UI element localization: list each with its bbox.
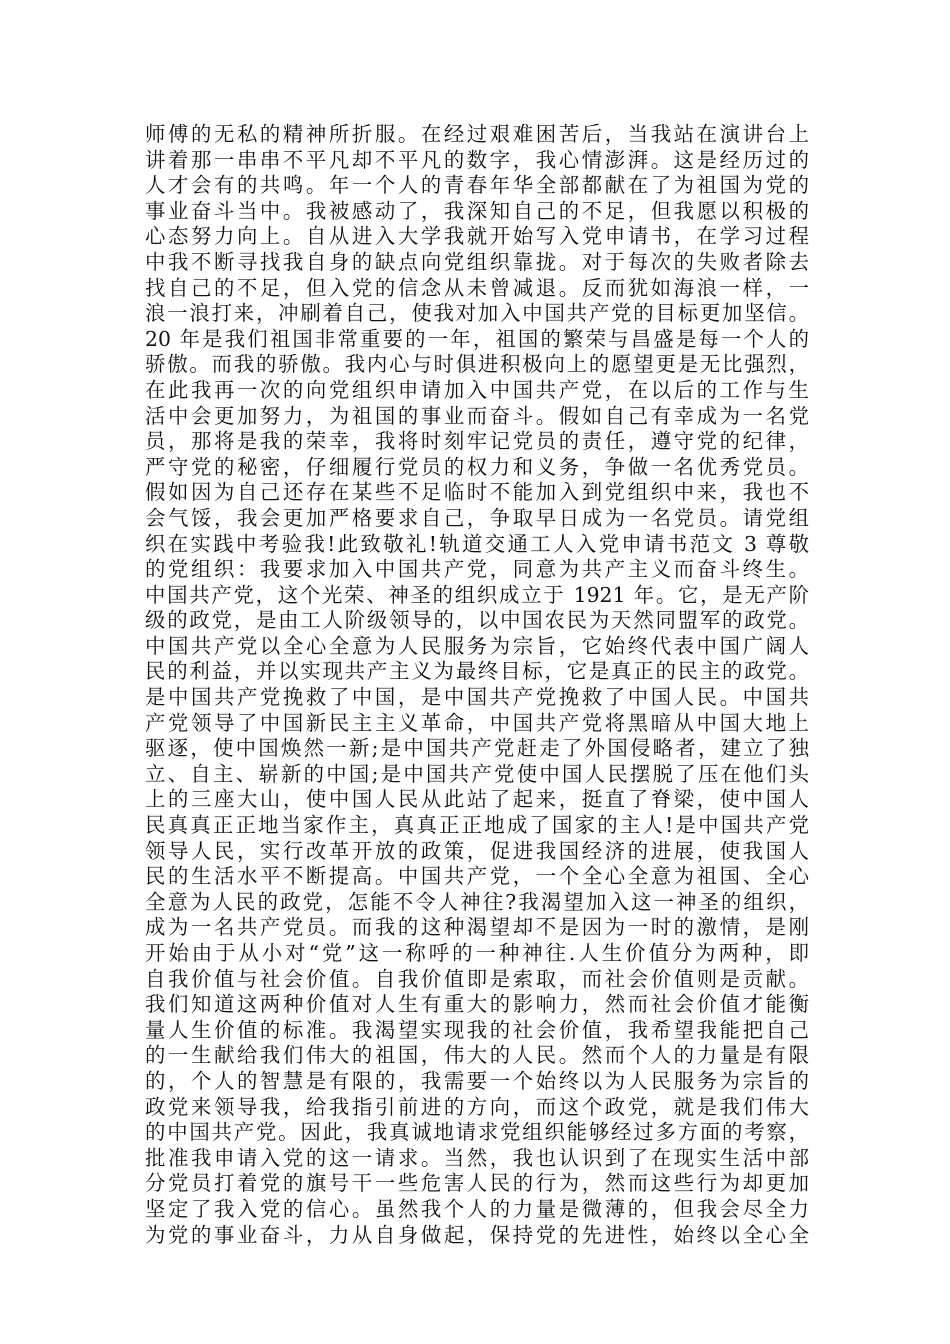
text-line: 的党组织：我要求加入中国共产党，同意为共产主义而奋斗终生。 xyxy=(145,557,809,582)
text-line: 中国共产党，这个光荣、神圣的组织成立于 1921 年。它，是无产阶 xyxy=(145,582,809,607)
text-line: 员，那将是我的荣幸，我将时刻牢记党员的责任，遵守党的纪律， xyxy=(145,429,809,454)
text-line: 是中国共产党挽救了中国，是中国共产党挽救了中国人民。中国共 xyxy=(145,685,809,710)
text-line: 浪一浪打来，冲刷着自己，使我对加入中国共产党的目标更加坚信。 xyxy=(145,301,809,326)
text-line: 事业奋斗当中。我被感动了，我深知自己的不足，但我愿以积极的 xyxy=(145,198,809,223)
text-line: 找自己的不足，但入党的信念从未曾减退。反而犹如海浪一样，一 xyxy=(145,275,809,300)
text-line: 领导人民，实行改革开放的政策，促进我国经济的进展，使我国人 xyxy=(145,838,809,863)
text-line: 批准我申请入党的这一请求。当然，我也认识到了在现实生活中部 xyxy=(145,1145,809,1170)
text-line: 坚定了我入党的信心。虽然我个人的力量是微薄的，但我会尽全力 xyxy=(145,1196,809,1221)
body-text xyxy=(145,122,809,1248)
text-line: 在此我再一次的向党组织申请加入中国共产党，在以后的工作与生 xyxy=(145,377,809,402)
text-line: 活中会更加努力，为祖国的事业而奋斗。假如自己有幸成为一名党 xyxy=(145,403,809,428)
text-line: 级的政党，是由工人阶级领导的，以中国农民为天然同盟军的政党。 xyxy=(145,608,809,633)
text-line: 上的三座大山，使中国人民从此站了起来，挺直了脊梁，使中国人 xyxy=(145,787,809,812)
text-line: 产党领导了中国新民主主义革命，中国共产党将黑暗从中国大地上 xyxy=(145,710,809,735)
text-line: 驱逐，使中国焕然一新;是中国共产党赶走了外国侵略者，建立了独 xyxy=(145,736,809,761)
text-line: 民的利益，并以实现共产主义为最终目标，它是真正的民主的政党。 xyxy=(145,659,809,684)
text-line: 会气馁，我会更加严格要求自己，争取早日成为一名党员。请党组 xyxy=(145,505,809,530)
text-line: 心态努力向上。自从进入大学我就开始写入党申请书，在学习过程 xyxy=(145,224,809,249)
text-line: 自我价值与社会价值。自我价值即是索取，而社会价值则是贡献。 xyxy=(145,966,809,991)
text-line: 的，个人的智慧是有限的，我需要一个始终以为人民服务为宗旨的 xyxy=(145,1068,809,1093)
text-line: 中我不断寻找我自身的缺点向党组织靠拢。对于每次的失败者除去 xyxy=(145,249,809,274)
text-line: 民的生活水平不断提高。中国共产党，一个全心全意为祖国、全心 xyxy=(145,864,809,889)
text-line: 量人生价值的标准。我渴望实现我的社会价值，我希望我能把自己 xyxy=(145,1017,809,1042)
text-line: 为党的事业奋斗，力从自身做起，保持党的先进性，始终以全心全 xyxy=(145,1222,809,1247)
text-line: 中国共产党以全心全意为人民服务为宗旨，它始终代表中国广阔人 xyxy=(145,633,809,658)
text-line: 人才会有的共鸣。年一个人的青春年华全部都献在了为祖国为党的 xyxy=(145,173,809,198)
text-line: 严守党的秘密，仔细履行党员的权力和义务，争做一名优秀党员。 xyxy=(145,454,809,479)
text-line: 20 年是我们祖国非常重要的一年，祖国的繁荣与昌盛是每一个人的 xyxy=(145,326,809,351)
text-line: 成为一名共产党员。而我的这种渴望却不是因为一时的激情，是刚 xyxy=(145,915,809,940)
text-line: 的一生献给我们伟大的祖国，伟大的人民。然而个人的力量是有限 xyxy=(145,1043,809,1068)
text-line: 讲着那一串串不平凡却不平凡的数字，我心情澎湃。这是经历过的 xyxy=(145,147,809,172)
text-line: 假如因为自己还存在某些不足临时不能加入到党组织中来，我也不 xyxy=(145,480,809,505)
text-line: 政党来领导我，给我指引前进的方向，而这个政党，就是我们伟大 xyxy=(145,1094,809,1119)
text-line: 分党员打着党的旗号干一些危害人民的行为，然而这些行为却更加 xyxy=(145,1171,809,1196)
text-line: 师傅的无私的精神所折服。在经过艰难困苦后，当我站在演讲台上 xyxy=(145,122,809,146)
text-line: 织在实践中考验我!此致敬礼!轨道交通工人入党申请书范文 3 尊敬 xyxy=(145,531,809,556)
text-line: 全意为人民的政党，怎能不令人神往?我渴望加入这一神圣的组织， xyxy=(145,889,809,914)
text-line: 立、自主、崭新的中国;是中国共产党使中国人民摆脱了压在他们头 xyxy=(145,761,809,786)
text-line: 骄傲。而我的骄傲。我内心与时俱进积极向上的愿望更是无比强烈， xyxy=(145,352,809,377)
text-line: 的中国共产党。因此，我真诚地请求党组织能够经过多方面的考察， xyxy=(145,1120,809,1145)
text-line: 我们知道这两种价值对人生有重大的影响力，然而社会价值才能衡 xyxy=(145,992,809,1017)
text-line: 民真真正正地当家作主，真真正正地成了国家的主人!是中国共产党 xyxy=(145,813,809,838)
text-line: 开始由于从小对“党”这一称呼的一种神往.人生价值分为两种，即 xyxy=(145,941,809,965)
